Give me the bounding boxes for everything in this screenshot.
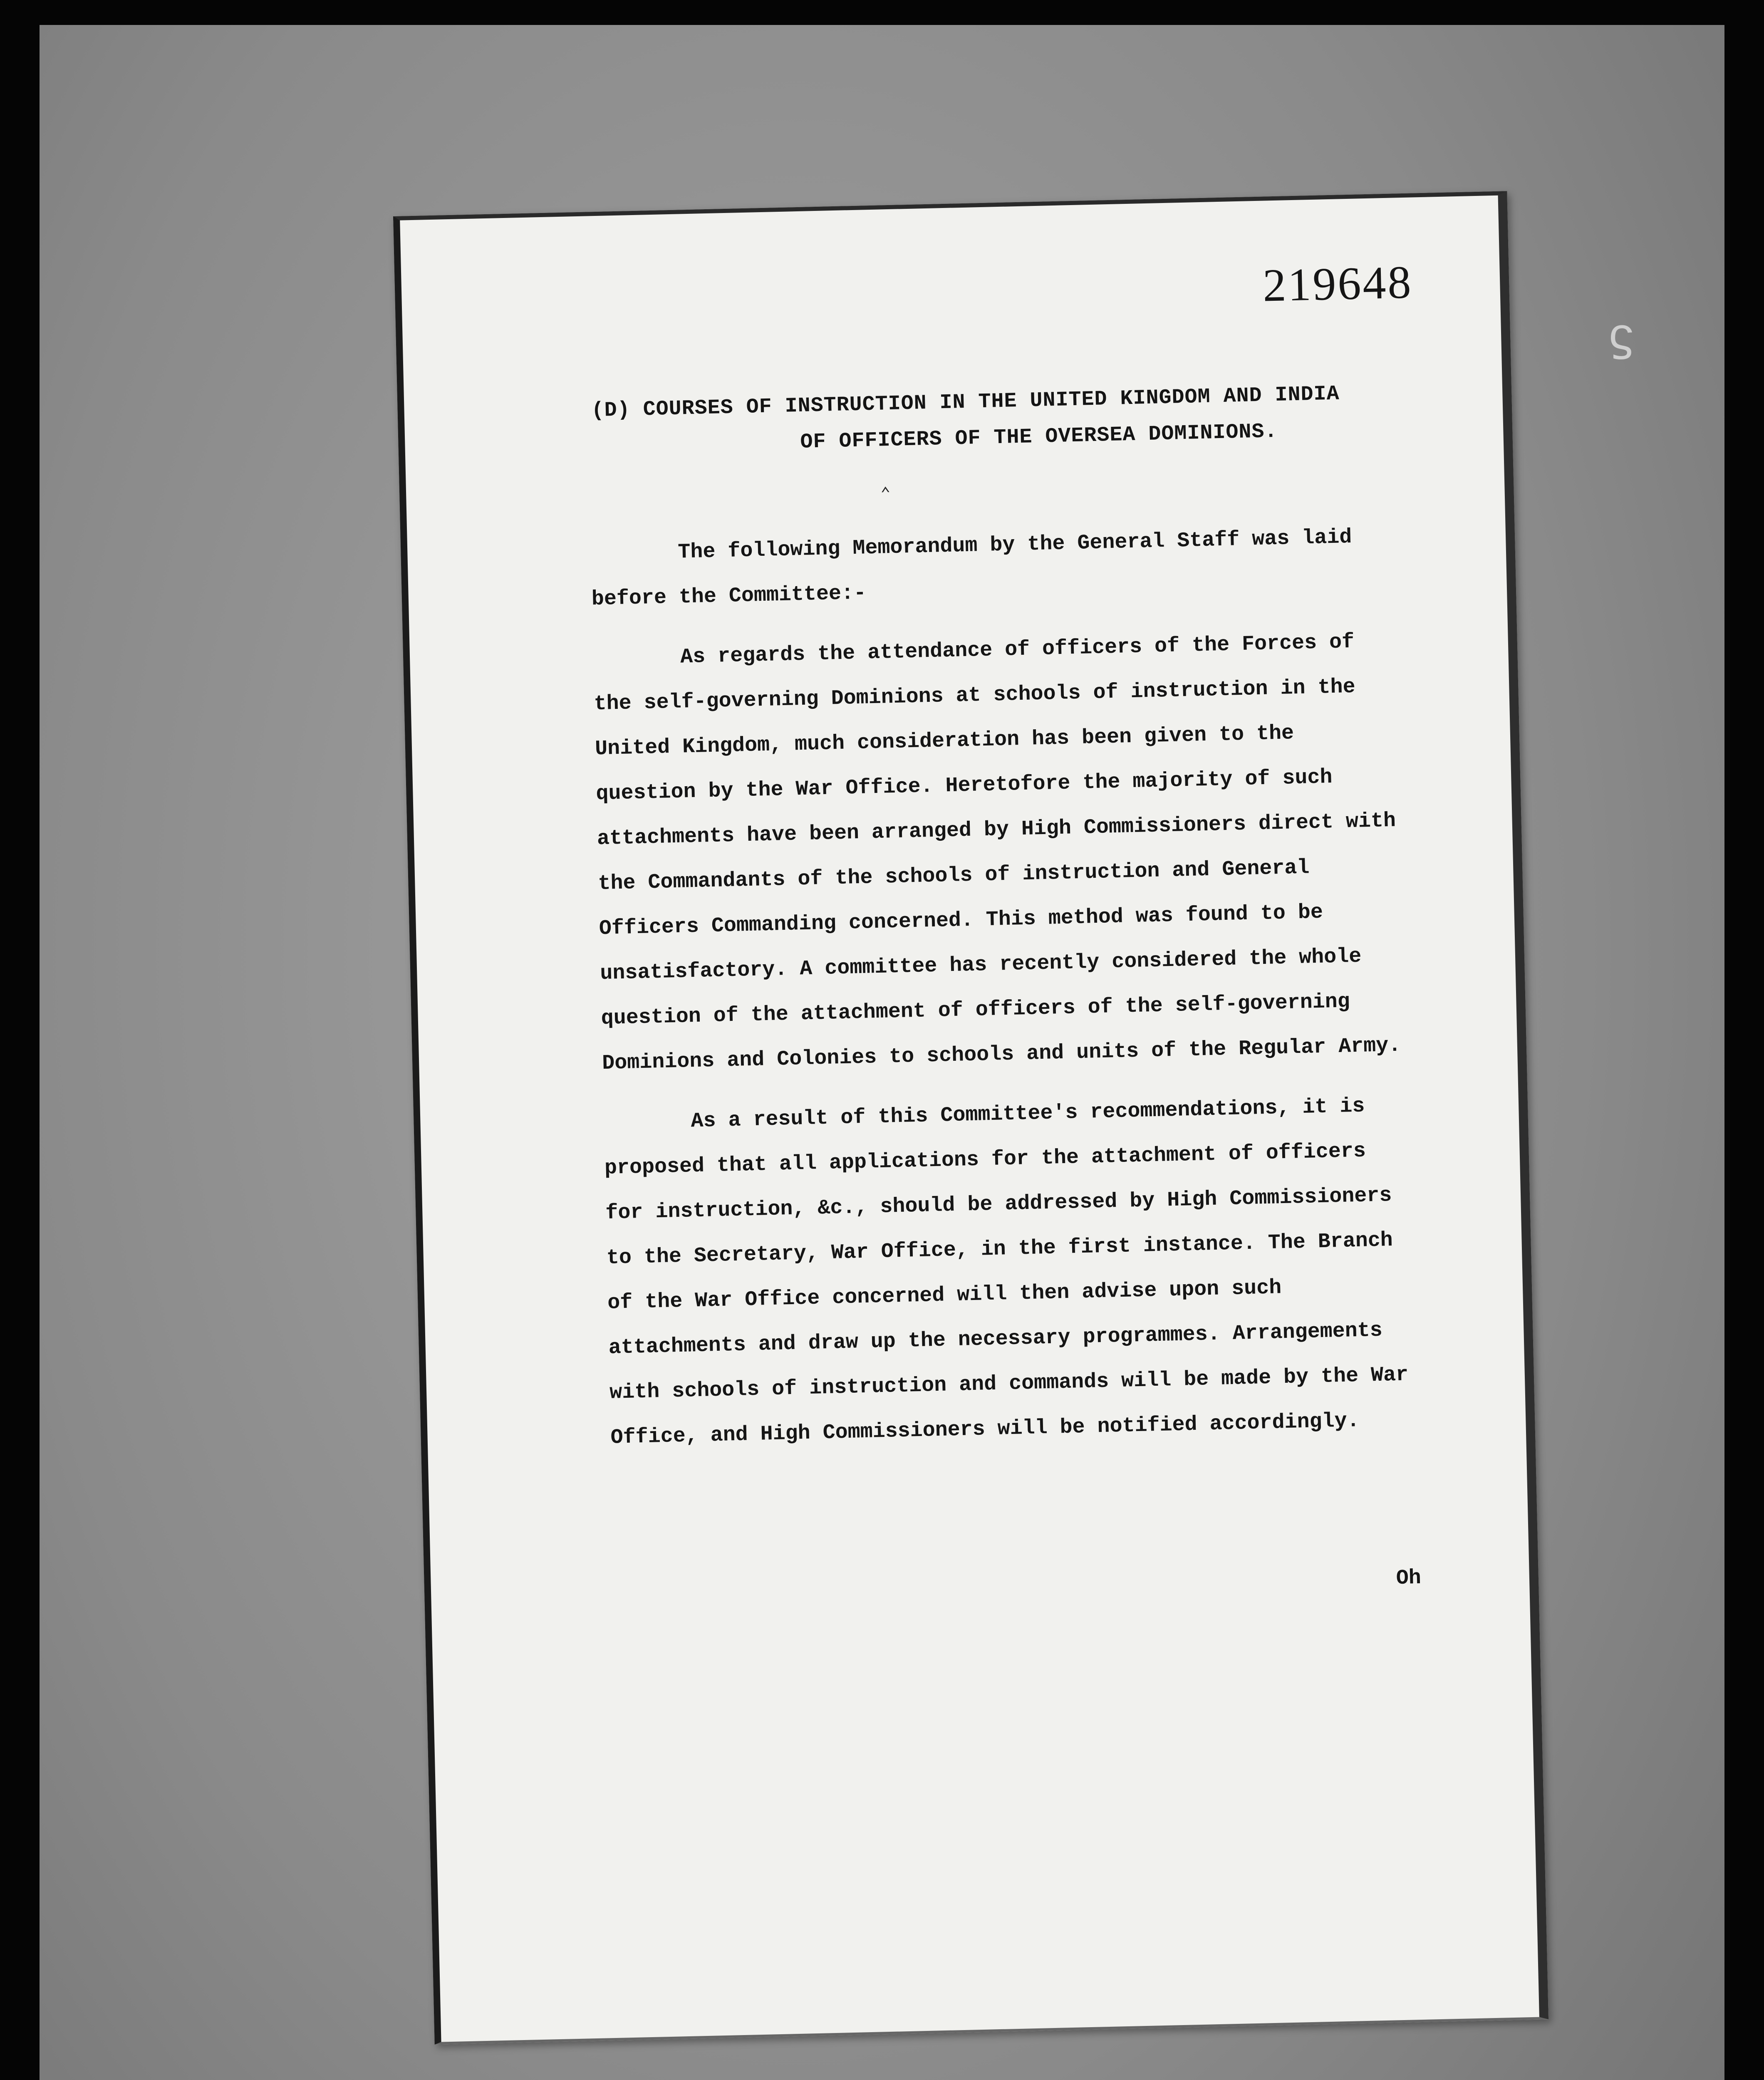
ink-mark: ⌃ [880, 485, 891, 505]
page-number: 219648 [1262, 256, 1413, 312]
microfilm-frame [40, 25, 1724, 2080]
document-heading [591, 380, 1445, 459]
document-body [590, 514, 1422, 1476]
paragraph-1: The following Memorandum by the General Staff was laid before the Committee:- [591, 525, 1353, 612]
document-page [393, 191, 1548, 2045]
paragraph-3: As a result of this Committee's recommendations, it is proposed that all applications for the attachment of officers for instruction, &c., should be addressed by High Commissioners to the Secretary, War Office, in the first instance. The Branch of the War Office concerned will then advise upon such attachments and draw up the necessary programmes. Arrangements with schools of instruction and commands will be made by the War Office, and High Commissioners will be notified accordingly. [604, 1094, 1409, 1450]
pencil-mark: ϛ [1608, 312, 1636, 364]
catchword: Oh [1396, 1566, 1422, 1591]
paragraph-2: As regards the attendance of officers of the Forces of the self-governing Dominions at schools of instruction in the United Kingdom, much consideration has been given to the question by the War Office. Heretofore the majority of such attachments have been arranged by High Commissioners direct with the Commandants of the schools of instruction and General Officers Commanding concerned. This method was found to be unsatisfactory. A committee has recently considered the whole question of the attachment of officers of the self-governing Dominions and Colonies to schools and units of the Regular Army. [594, 630, 1401, 1076]
heading-line-2: OF OFFICERS OF THE OVERSEA DOMINIONS. [800, 419, 1278, 454]
heading-line-1: (D) COURSES OF INSTRUCTION IN THE UNITED KINGDOM AND INDIA [591, 382, 1340, 423]
